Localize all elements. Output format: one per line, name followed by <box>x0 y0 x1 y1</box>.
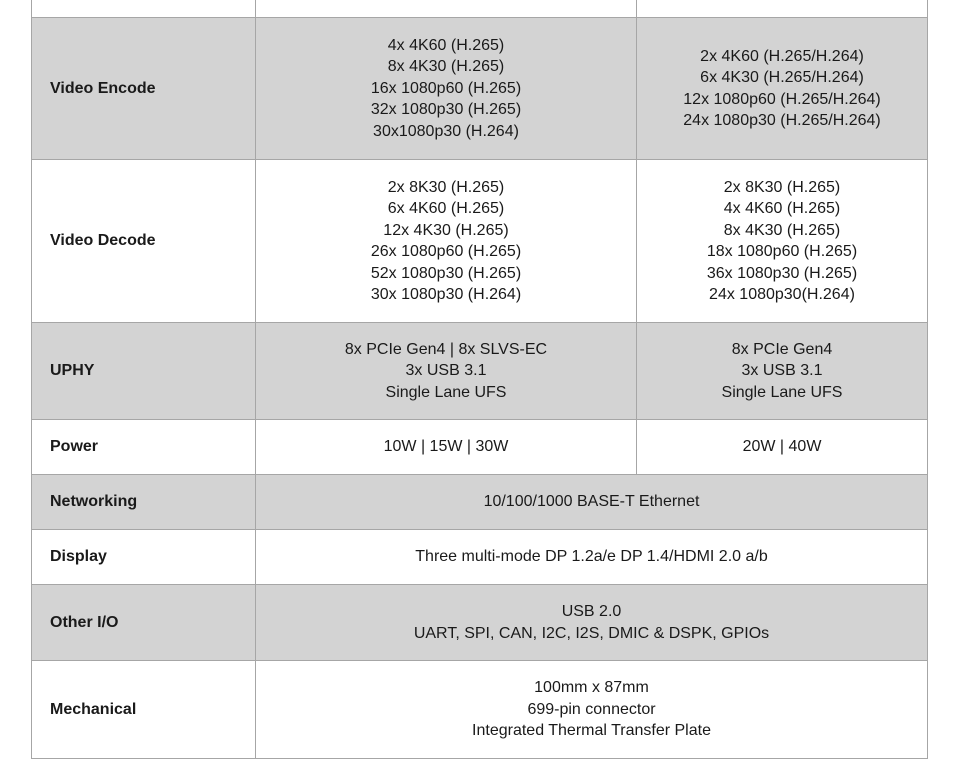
value-line: 20W | 40W <box>742 438 822 456</box>
row-label: UPHY <box>32 323 256 420</box>
value-cell <box>637 160 928 323</box>
value-cell <box>256 323 637 420</box>
value-cell <box>256 661 928 759</box>
value-line: 24x 1080p30(H.264) <box>709 286 855 303</box>
row-label: Networking <box>32 475 256 530</box>
value-line: Single Lane UFS <box>385 383 507 401</box>
table-row-other-io <box>32 585 928 661</box>
value-line: 12x 1080p60 (H.265/H.264) <box>683 90 881 108</box>
value-line: 10/100/1000 BASE-T Ethernet <box>483 493 700 511</box>
value-line: 24x 1080p30 (H.265/H.264) <box>683 112 881 129</box>
value-line: 6x 4K60 (H.265) <box>387 200 505 217</box>
value-line: 4x 4K60 (H.265) <box>387 36 505 54</box>
value-line: 12x 4K30 (H.265) <box>383 221 509 239</box>
value-cell <box>256 160 637 323</box>
value-line: 2x 8K30 (H.265) <box>723 178 841 196</box>
value-line: Single Lane UFS <box>721 383 843 401</box>
value-line: 32x 1080p30 (H.265) <box>370 101 522 119</box>
value-line: 6x 4K30 (H.265/H.264) <box>700 69 864 86</box>
value-line: 100mm x 87mm <box>534 679 649 697</box>
row-label: Video Encode <box>32 18 256 160</box>
value-line: 52x 1080p30 (H.265) <box>370 264 522 282</box>
value-cell <box>637 323 928 420</box>
value-line: 8x PCIe Gen4 | 8x SLVS-EC <box>344 340 548 358</box>
value-line: 26x 1080p60 (H.265) <box>370 243 522 260</box>
value-line: 18x 1080p60 (H.265) <box>706 243 858 260</box>
value-line: 4x 4K60 (H.265) <box>723 200 841 217</box>
table-row-networking <box>32 475 928 530</box>
row-label: Display <box>32 530 256 585</box>
value-line: 8x 4K30 (H.265) <box>387 58 505 76</box>
value-line: 8x 4K30 (H.265) <box>723 221 841 239</box>
value-line: UART, SPI, CAN, I2C, I2S, DMIC & DSPK, GPIOs <box>413 624 770 642</box>
value-line: 3x USB 3.1 <box>405 362 487 380</box>
value-line: 2x 8K30 (H.265) <box>387 178 505 196</box>
value-line: Integrated Thermal Transfer Plate <box>472 722 711 740</box>
value-line: 2x 4K60 (H.265/H.264) <box>700 47 864 65</box>
value-line: USB 2.0 <box>561 603 622 620</box>
value-cell <box>256 18 637 160</box>
table-row-uphy <box>32 323 928 420</box>
value-line: 16x 1080p60 (H.265) <box>370 79 522 97</box>
table-row-video-encode <box>32 18 928 160</box>
value-cell <box>256 530 928 585</box>
row-label: Mechanical <box>32 661 256 759</box>
table-row-power <box>32 420 928 475</box>
value-cell <box>256 0 637 18</box>
value-line: 699-pin connector <box>527 700 656 718</box>
value-line: Three multi-mode DP 1.2a/e DP 1.4/HDMI 2.0 a/b <box>415 548 768 566</box>
table-row <box>32 0 928 18</box>
value-cell <box>637 18 928 160</box>
table-row-display <box>32 530 928 585</box>
value-cell <box>256 420 637 475</box>
value-line: 8x PCIe Gen4 <box>731 340 833 358</box>
spec-table <box>31 0 928 759</box>
row-label: Power <box>32 420 256 475</box>
value-line: 10W | 15W | 30W <box>383 438 509 456</box>
value-line: 30x 1080p30 (H.264) <box>370 286 522 303</box>
value-cell <box>637 0 928 18</box>
table-row-video-decode <box>32 160 928 323</box>
row-label: Video Decode <box>32 160 256 323</box>
row-label: Other I/O <box>32 585 256 661</box>
value-cell <box>256 475 928 530</box>
value-cell <box>256 585 928 661</box>
value-line: 36x 1080p30 (H.265) <box>706 264 858 282</box>
row-label <box>32 0 256 18</box>
value-line: 3x USB 3.1 <box>741 362 823 380</box>
value-line: 30x1080p30 (H.264) <box>373 122 519 140</box>
table-row-mechanical <box>32 661 928 759</box>
value-cell <box>637 420 928 475</box>
